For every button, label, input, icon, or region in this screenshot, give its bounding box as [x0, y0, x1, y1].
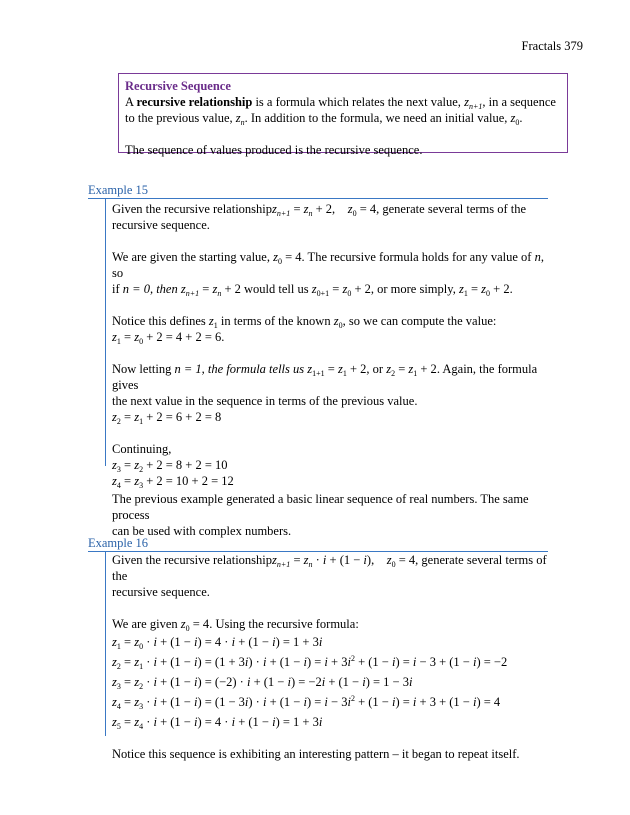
definition-title: Recursive Sequence	[125, 79, 231, 93]
ex16-eq-z1: $z_1 = z_0 \cdot i + (1 - i) = 4 \cdot i + (1 - i) = 1 + 3i$	[112, 635, 323, 651]
bold-term: recursive relationship	[136, 95, 253, 109]
ex15-now-2: the next value in the sequence in terms of the previous value.	[112, 394, 418, 408]
ex15-eq-z2: $z_2 = z_1 + 2 = 6 + 2 = 8$	[112, 410, 222, 426]
page-header: Fractals 379	[521, 39, 583, 53]
ex15-if: if n = 0, then $z_{n+1} = z_n + 2$ would tell us $z_{0+1} = z_0 + 2$, or more simply, $z_1 = z_0 + 2$.	[112, 282, 513, 298]
ex16-eq-z5: $z_5 = z_4 \cdot i + (1 - i) = 4 \cdot i + (1 - i) = 1 + 3i$	[112, 715, 323, 731]
example-16-label: Example 16	[88, 536, 149, 550]
ex15-start: We are given the starting value, $z_0 = 4$. The recursive formula holds for any value of n, so	[112, 250, 544, 280]
ex16-eq-z2: $z_2 = z_1 \cdot i + (1 - i) = (1 + 3i) \cdot i + (1 - i) = i + 3i^2 + (1 - i) = i - 3 + (1 - i) = -2$	[112, 654, 508, 671]
ex15-continuing: Continuing,	[112, 442, 172, 456]
example-15-label: Example 15	[88, 183, 149, 197]
example-16-bar	[105, 551, 106, 736]
ex16-eq-z3: $z_3 = z_2 \cdot i + (1 - i) = (-2) \cdot i + (1 - i) = -2i + (1 - i) = 1 - 3i$	[112, 675, 413, 691]
example-16-body	[112, 552, 552, 762]
transition-line-1: The previous example generated a basic linear sequence of real numbers. The same process	[112, 492, 529, 522]
ex16-given: Given the recursive relationshipz$_{n+1}$ = $z_n \cdot i + (1 - i)$, $z_0 = 4$, generate several terms of the	[112, 553, 547, 583]
ex15-given-2: recursive sequence.	[112, 218, 210, 232]
ex15-eq-z4: $z_4 = z_3 + 2 = 10 + 2 = 12$	[112, 474, 234, 490]
transition-paragraph	[112, 491, 552, 539]
definition-box	[118, 73, 568, 157]
ex15-eq-z1: $z_1 = z_0 + 2 = 4 + 2 = 6$.	[112, 330, 225, 346]
definition-line-3: The sequence of values produced is the recursive sequence.	[125, 143, 423, 157]
ex16-start: We are given $z_0 = 4$. Using the recursive formula:	[112, 617, 359, 633]
ex16-conclusion: Notice this sequence is exhibiting an interesting pattern – it began to repeat itself.	[112, 747, 520, 761]
ex15-notice: Notice this defines $z_1$ in terms of the known $z_0$, so we can compute the value:	[112, 314, 497, 330]
ex16-given-2: recursive sequence.	[112, 585, 210, 599]
ex15-now: Now letting n = 1, the formula tells us $z_{1+1} = z_1 + 2$, or $z_2 = z_1 + 2$. Again, the formula gives	[112, 362, 538, 392]
definition-line-1: A recursive relationship is a formula which relates the next value, $z_{n+1}$, in a sequence	[125, 95, 556, 111]
ex16-eq-z4: $z_4 = z_3 \cdot i + (1 - i) = (1 - 3i) \cdot i + (1 - i) = i - 3i^2 + (1 - i) = i + 3 + (1 - i) = 4$	[112, 694, 501, 711]
ex15-given: Given the recursive relationshipz$_{n+1}$ = $z_n + 2$, $z_0 = 4$, generate several terms of the	[112, 202, 527, 218]
definition-line-2: to the previous value, $z_n$. In addition to the formula, we need an initial value, $z_0$.	[125, 111, 523, 127]
example-15-rule	[88, 198, 548, 199]
example-15-body	[112, 201, 552, 489]
transition-line-2: can be used with complex numbers.	[112, 524, 292, 538]
ex15-eq-z3: $z_3 = z_2 + 2 = 8 + 2 = 10$	[112, 458, 228, 474]
example-15-bar	[105, 198, 106, 466]
